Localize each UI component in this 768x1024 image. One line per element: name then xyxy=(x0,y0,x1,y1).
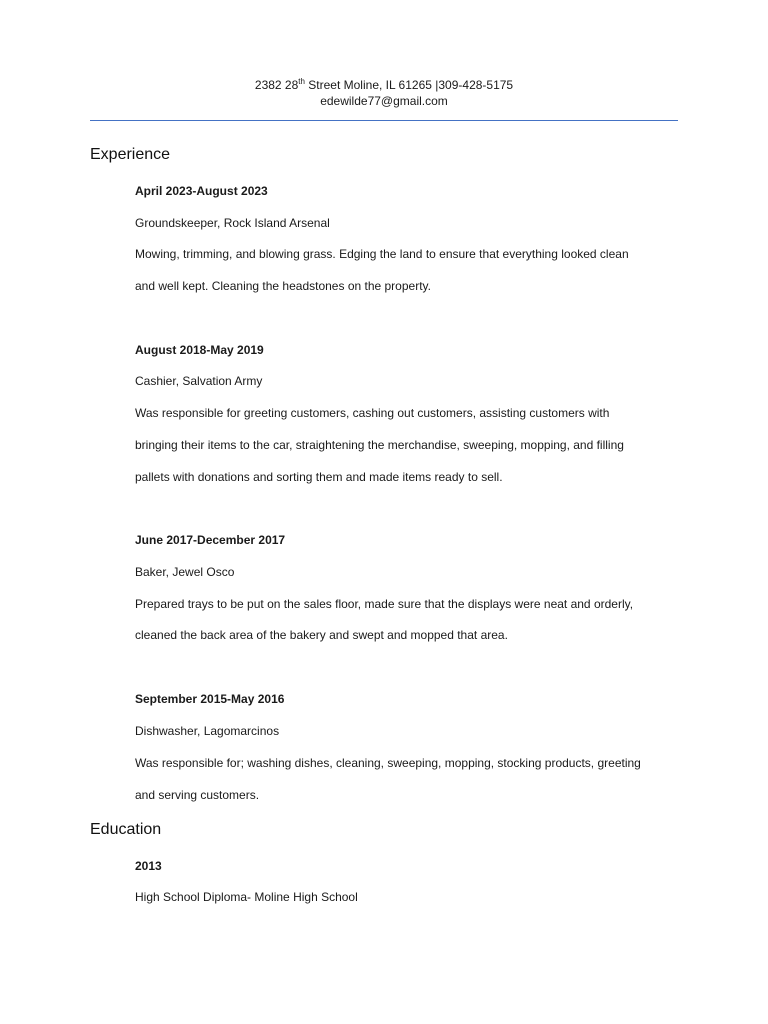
experience-entry-2-title: Cashier, Salvation Army xyxy=(135,374,263,388)
experience-entry-4-desc-line-2: and serving customers. xyxy=(135,788,260,802)
experience-entry-2-dates: August 2018-May 2019 xyxy=(135,343,264,357)
address-ordinal-suffix: th xyxy=(298,77,305,86)
experience-entry-4-desc-line-1: Was responsible for; washing dishes, cleaning, sweeping, mopping, stocking products, greeting xyxy=(135,756,641,770)
experience-entry-2-desc-line-2: bringing their items to the car, straightening the merchandise, sweeping, mopping, and filling xyxy=(135,438,624,452)
contact-email: edewilde77@gmail.com xyxy=(320,94,448,108)
experience-entry-1-dates: April 2023-August 2023 xyxy=(135,184,268,198)
header-divider xyxy=(90,120,678,121)
address-city-phone: Street Moline, IL 61265 |309-428-5175 xyxy=(304,78,514,92)
address-street-number: 2382 28 xyxy=(254,78,299,92)
experience-entry-2-desc-line-1: Was responsible for greeting customers, cashing out customers, assisting customers with xyxy=(135,406,610,420)
experience-heading: Experience xyxy=(90,146,171,163)
experience-entry-3-desc-line-2: cleaned the back area of the bakery and swept and mopped that area. xyxy=(135,628,508,642)
experience-entry-1-title: Groundskeeper, Rock Island Arsenal xyxy=(135,216,330,230)
experience-entry-1-desc-line-1: Mowing, trimming, and blowing grass. Edging the land to ensure that everything looked clean xyxy=(135,247,629,261)
experience-entry-4-dates: September 2015-May 2016 xyxy=(135,692,285,706)
experience-entry-3-dates: June 2017-December 2017 xyxy=(135,533,286,547)
contact-address-line xyxy=(0,77,768,93)
education-heading: Education xyxy=(90,821,162,838)
education-entry-1-title: High School Diploma- Moline High School xyxy=(135,890,358,904)
experience-entry-3-title: Baker, Jewel Osco xyxy=(135,565,235,579)
experience-entry-4-title: Dishwasher, Lagomarcinos xyxy=(135,724,280,738)
education-entry-1-dates: 2013 xyxy=(135,859,162,873)
experience-entry-2-desc-line-3: pallets with donations and sorting them and made items ready to sell. xyxy=(135,470,503,484)
experience-entry-3-desc-line-1: Prepared trays to be put on the sales floor, made sure that the displays were neat and orderly, xyxy=(135,597,634,611)
experience-entry-1-desc-line-2: and well kept. Cleaning the headstones on the property. xyxy=(135,279,431,293)
